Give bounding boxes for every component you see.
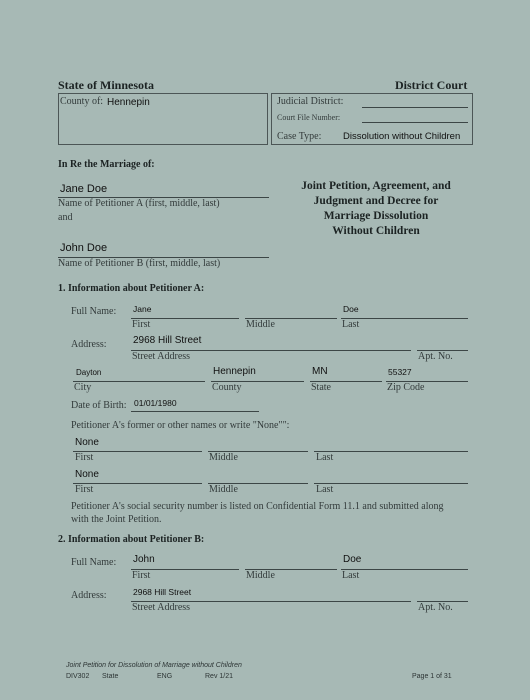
state-heading: State of Minnesota	[58, 78, 154, 92]
section-1-heading: 1. Information about Petitioner A:	[58, 283, 205, 294]
petitioner-b-name-field[interactable]: John Doe	[60, 242, 108, 254]
s1-former-names-label: Petitioner A's former or other names or write "None"":	[71, 420, 290, 431]
s1-street-label: Street Address	[132, 351, 191, 362]
s1-county-field[interactable]: Hennepin	[213, 366, 256, 377]
judicial-district-field[interactable]	[362, 107, 468, 108]
s2-middle-label: Middle	[246, 570, 275, 581]
s2-street-label: Street Address	[132, 602, 191, 613]
title-line-2: Judgment and Decree for	[313, 195, 439, 207]
s1-last-label: Last	[342, 319, 360, 330]
s1-first-label: First	[132, 319, 151, 330]
s1-former1-last-label: Last	[316, 452, 334, 463]
footer-revision: Rev 1/21	[205, 673, 234, 680]
s2-first-field[interactable]: John	[133, 554, 155, 565]
title-line-1: Joint Petition, Agreement, and	[301, 180, 451, 192]
s1-former2-middle-label: Middle	[209, 484, 238, 495]
s1-former2-last-line[interactable]	[314, 483, 468, 484]
court-file-field[interactable]	[362, 122, 468, 123]
footer-form-title: Joint Petition for Dissolution of Marriage without Children	[66, 662, 242, 669]
s1-full-name-label: Full Name:	[71, 306, 117, 317]
footer-page-number: Page 1 of 31	[412, 673, 452, 680]
judicial-district-label: Judicial District:	[277, 96, 344, 107]
s2-street-field[interactable]: 2968 Hill Street	[133, 587, 192, 597]
footer-form-code: DIV302	[66, 673, 90, 680]
document-title	[280, 179, 472, 239]
county-label: County of:	[60, 96, 104, 107]
s1-last-line	[341, 318, 468, 319]
s2-full-name-label: Full Name:	[71, 557, 117, 568]
footer-language: ENG	[157, 673, 173, 680]
court-heading: District Court	[395, 78, 468, 92]
s1-ssn-note-line-2: with the Joint Petition.	[71, 514, 162, 525]
s1-zip-label: Zip Code	[387, 382, 425, 393]
case-type-field[interactable]: Dissolution without Children	[343, 131, 461, 142]
petitioner-a-name-field[interactable]: Jane Doe	[60, 183, 108, 195]
s1-last-field[interactable]: Doe	[343, 304, 359, 314]
s1-state-field[interactable]: MN	[312, 366, 328, 377]
s1-city-line	[73, 381, 205, 382]
s1-former1-middle-label: Middle	[209, 452, 238, 463]
petitioner-b-name-label: Name of Petitioner B (first, middle, last)	[58, 258, 221, 269]
s2-last-line	[341, 569, 468, 570]
s1-address-label: Address:	[71, 339, 107, 350]
s1-former2-last-label: Last	[316, 484, 334, 495]
s1-county-label: County	[212, 382, 242, 393]
s1-dob-field[interactable]: 01/01/1980	[134, 398, 177, 408]
s2-address-label: Address:	[71, 590, 107, 601]
s1-zip-field[interactable]: 55327	[388, 367, 412, 377]
county-field[interactable]: Hennepin	[107, 97, 150, 108]
s1-middle-label: Middle	[246, 319, 275, 330]
s1-street-field[interactable]: 2968 Hill Street	[133, 335, 202, 346]
title-line-4: Without Children	[332, 225, 420, 237]
s1-first-field[interactable]: Jane	[133, 304, 152, 314]
s1-ssn-note-line-1: Petitioner A's social security number is listed on Confidential Form 11.1 and submitted along	[71, 501, 444, 512]
s2-last-field[interactable]: Doe	[343, 554, 362, 565]
s1-apt-label: Apt. No.	[418, 351, 453, 362]
s1-former1-first-label: First	[75, 452, 94, 463]
court-file-label: Court File Number:	[277, 113, 341, 122]
s1-city-label: City	[74, 382, 92, 393]
case-type-label: Case Type:	[277, 131, 322, 142]
s2-first-label: First	[132, 570, 151, 581]
s1-dob-label: Date of Birth:	[71, 400, 127, 411]
s1-former2-first-field[interactable]: None	[75, 469, 99, 480]
title-line-3: Marriage Dissolution	[323, 210, 429, 222]
footer-jurisdiction: State	[102, 673, 119, 680]
s1-ssn-note	[71, 500, 476, 526]
s1-dob-line	[131, 411, 259, 412]
s1-former1-last-line[interactable]	[314, 451, 468, 452]
section-2-heading: 2. Information about Petitioner B:	[58, 534, 205, 545]
s1-former1-first-field[interactable]: None	[75, 437, 99, 448]
in-re-heading: In Re the Marriage of:	[58, 159, 155, 170]
s1-state-label: State	[311, 382, 331, 393]
s2-last-label: Last	[342, 570, 360, 581]
and-text: and	[58, 212, 73, 223]
s1-former2-first-label: First	[75, 484, 94, 495]
petitioner-a-name-label: Name of Petitioner A (first, middle, last)	[58, 198, 220, 209]
s1-city-field[interactable]: Dayton	[76, 368, 102, 377]
s2-apt-label: Apt. No.	[418, 602, 453, 613]
